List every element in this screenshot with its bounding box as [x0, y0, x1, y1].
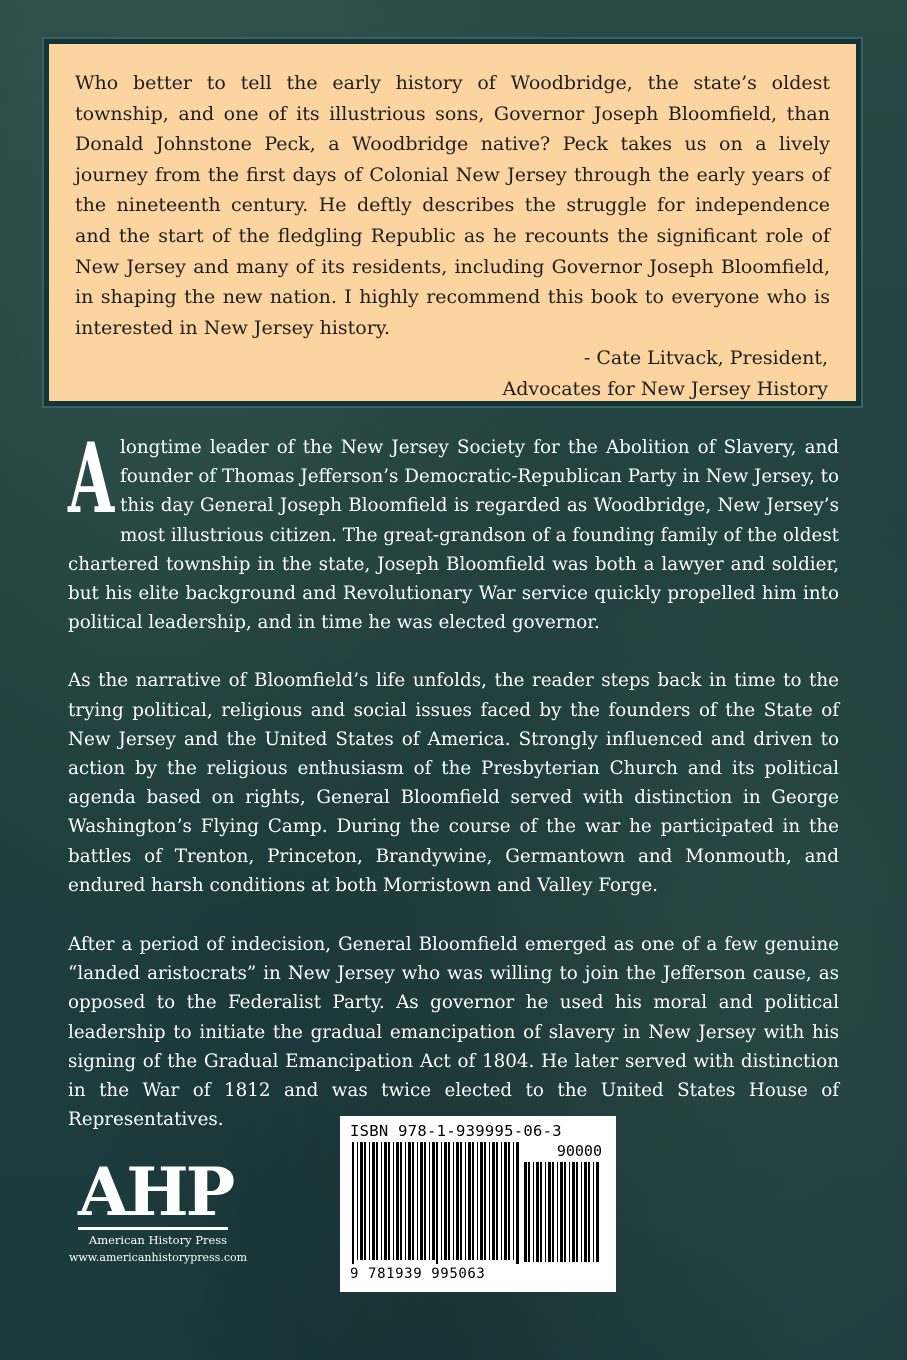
barcode-bar: [513, 1142, 514, 1260]
price-code: 90000: [556, 1142, 602, 1160]
barcode-bar: [504, 1142, 507, 1260]
endorsement-box: [44, 39, 861, 406]
barcode-bar: [572, 1162, 575, 1262]
barcode-bar: [489, 1142, 490, 1260]
barcode-bars-main: [352, 1142, 520, 1264]
barcode-bar: [536, 1162, 539, 1262]
isbn-label: ISBN 978-1-939995-06-3: [350, 1122, 562, 1140]
barcode-bar: [441, 1142, 442, 1260]
endorsement-attribution-org: Advocates for New Jersey History: [502, 378, 828, 401]
barcode-bar: [444, 1142, 447, 1260]
barcode-bar: [576, 1162, 578, 1262]
barcode-bar: [496, 1142, 498, 1260]
barcode-bar: [465, 1142, 466, 1260]
barcode-bar: [372, 1142, 375, 1260]
barcode-bar: [396, 1142, 399, 1260]
barcode-bar: [432, 1142, 435, 1260]
barcode-bar: [393, 1142, 394, 1260]
endorsement-quote: Who better to tell the early history of Woodbridge, the state’s oldest township, and one of its illustrious sons, Governor Joseph Bloomfield, than Donald Johnstone Peck, a Woodbridge native? Peck takes us on a lively journey from the first days of Colonial New Jersey through the early years of the nineteenth century. He deftly describes the struggle for independence and the start of the fledgling Republic as he recounts the significant role of New Jersey and many of its residents, including Governor Joseph Bloomfield, in shaping the new nation. I highly recommend this book to everyone who is interested in New Jersey history.: [75, 72, 830, 339]
publisher-logo: [60, 1153, 256, 1267]
barcode-bars-addon: [524, 1162, 604, 1264]
barcode-bar: [381, 1142, 382, 1260]
barcode-bar: [456, 1142, 459, 1260]
endorsement-attribution-name: - Cate Litvack, President,: [583, 347, 828, 370]
barcode-bar: [376, 1142, 378, 1260]
paragraph-1-text: longtime leader of the New Jersey Society for the Abolition of Slavery, and founder of Thomas Jefferson’s Democratic-Republican Party in New Jersey, to this day General Joseph Bloomfield is regarded as Woodbridge, New Jersey’s most illustrious citizen. The great-grandson of a founding family of the oldest chartered township in the state, Joseph Bloomfield was both a lawyer and soldier, but his elite background and Revolutionary War service quickly propelled him into political leadership, and in time he was elected governor.: [68, 437, 839, 634]
barcode-bar: [388, 1142, 390, 1260]
barcode-bar: [412, 1142, 414, 1260]
barcode-bar: [417, 1142, 418, 1260]
publisher-logo-mark: AHP: [78, 1153, 233, 1231]
barcode-bar: [477, 1142, 478, 1260]
barcode-bar: [552, 1162, 554, 1262]
barcode-bar: [560, 1162, 563, 1262]
publisher-name: American History Press: [88, 1233, 228, 1247]
barcode-bar: [528, 1162, 530, 1262]
description-paragraph-1: [68, 422, 839, 637]
barcode-bar: [492, 1142, 495, 1260]
barcode-bar: [472, 1142, 474, 1260]
barcode-bar: [405, 1142, 406, 1260]
barcode-bar: [484, 1142, 486, 1260]
isbn-barcode: [340, 1116, 616, 1292]
barcode-bar: [360, 1142, 363, 1260]
barcode-bar: [364, 1142, 366, 1260]
barcode-bar: [516, 1142, 519, 1264]
barcode-bar: [400, 1142, 402, 1260]
description-paragraph-3: After a period of indecision, General Bloomfield emerged as one of a few genuine “landed aristocrats” in New Jersey who was willing to join the Jefferson cause, as opposed to the Federalist Party. As governor he used his moral and political leadership to initiate the gradual emancipation of slavery in New Jersey with his signing of the Gradual Emancipation Act of 1804. He later served with distinction in the War of 1812 and was twice elected to the United States House of Representatives.: [68, 934, 839, 1131]
drop-cap: A: [68, 422, 115, 535]
barcode-bar: [352, 1142, 354, 1264]
book-description: [68, 422, 839, 1134]
barcode-bar: [424, 1142, 426, 1260]
barcode-bar: [533, 1162, 534, 1262]
barcode-bar: [569, 1162, 570, 1262]
barcode-bar: [540, 1162, 542, 1262]
barcode-bar: [548, 1162, 551, 1262]
barcode-bar: [453, 1142, 454, 1260]
barcode-bar: [545, 1162, 546, 1262]
barcode-bar: [588, 1162, 590, 1262]
barcode-bar: [448, 1142, 450, 1260]
barcode-bar: [468, 1142, 471, 1260]
description-paragraph-2: As the narrative of Bloomfield’s life unfolds, the reader steps back in time to the trying political, religious and social issues faced by the founders of the State of New Jersey and the United States of America. Strongly influenced and driven to action by the religious enthusiasm of the Presbyterian Church and its political agenda based on rights, General Bloomfield served with distinction in George Washington’s Flying Camp. During the course of the war he participated in the battles of Trenton, Princeton, Brandywine, Germantown and Monmouth, and endured harsh conditions at both Morristown and Valley Forge.: [68, 670, 839, 896]
barcode-bar: [357, 1142, 358, 1260]
barcode-bar: [369, 1142, 370, 1260]
barcode-bar: [420, 1142, 423, 1260]
barcode-bar: [564, 1162, 566, 1262]
barcode-bar: [436, 1142, 438, 1264]
barcode-bar: [508, 1142, 510, 1260]
barcode-bar: [584, 1162, 587, 1262]
barcode-digits: 9 781939 995063: [350, 1266, 486, 1282]
barcode-bar: [593, 1162, 594, 1262]
barcode-bar: [557, 1162, 558, 1262]
barcode-bar: [581, 1162, 582, 1262]
barcode-bar: [429, 1142, 430, 1260]
barcode-bar: [524, 1162, 527, 1262]
barcode-bar: [460, 1142, 462, 1260]
barcode-bar: [408, 1142, 411, 1260]
barcode-bar: [480, 1142, 483, 1260]
publisher-url: www.americanhistorypress.com: [68, 1251, 248, 1264]
barcode-bar: [384, 1142, 387, 1260]
barcode-bar: [596, 1162, 599, 1262]
barcode-bar: [501, 1142, 502, 1260]
